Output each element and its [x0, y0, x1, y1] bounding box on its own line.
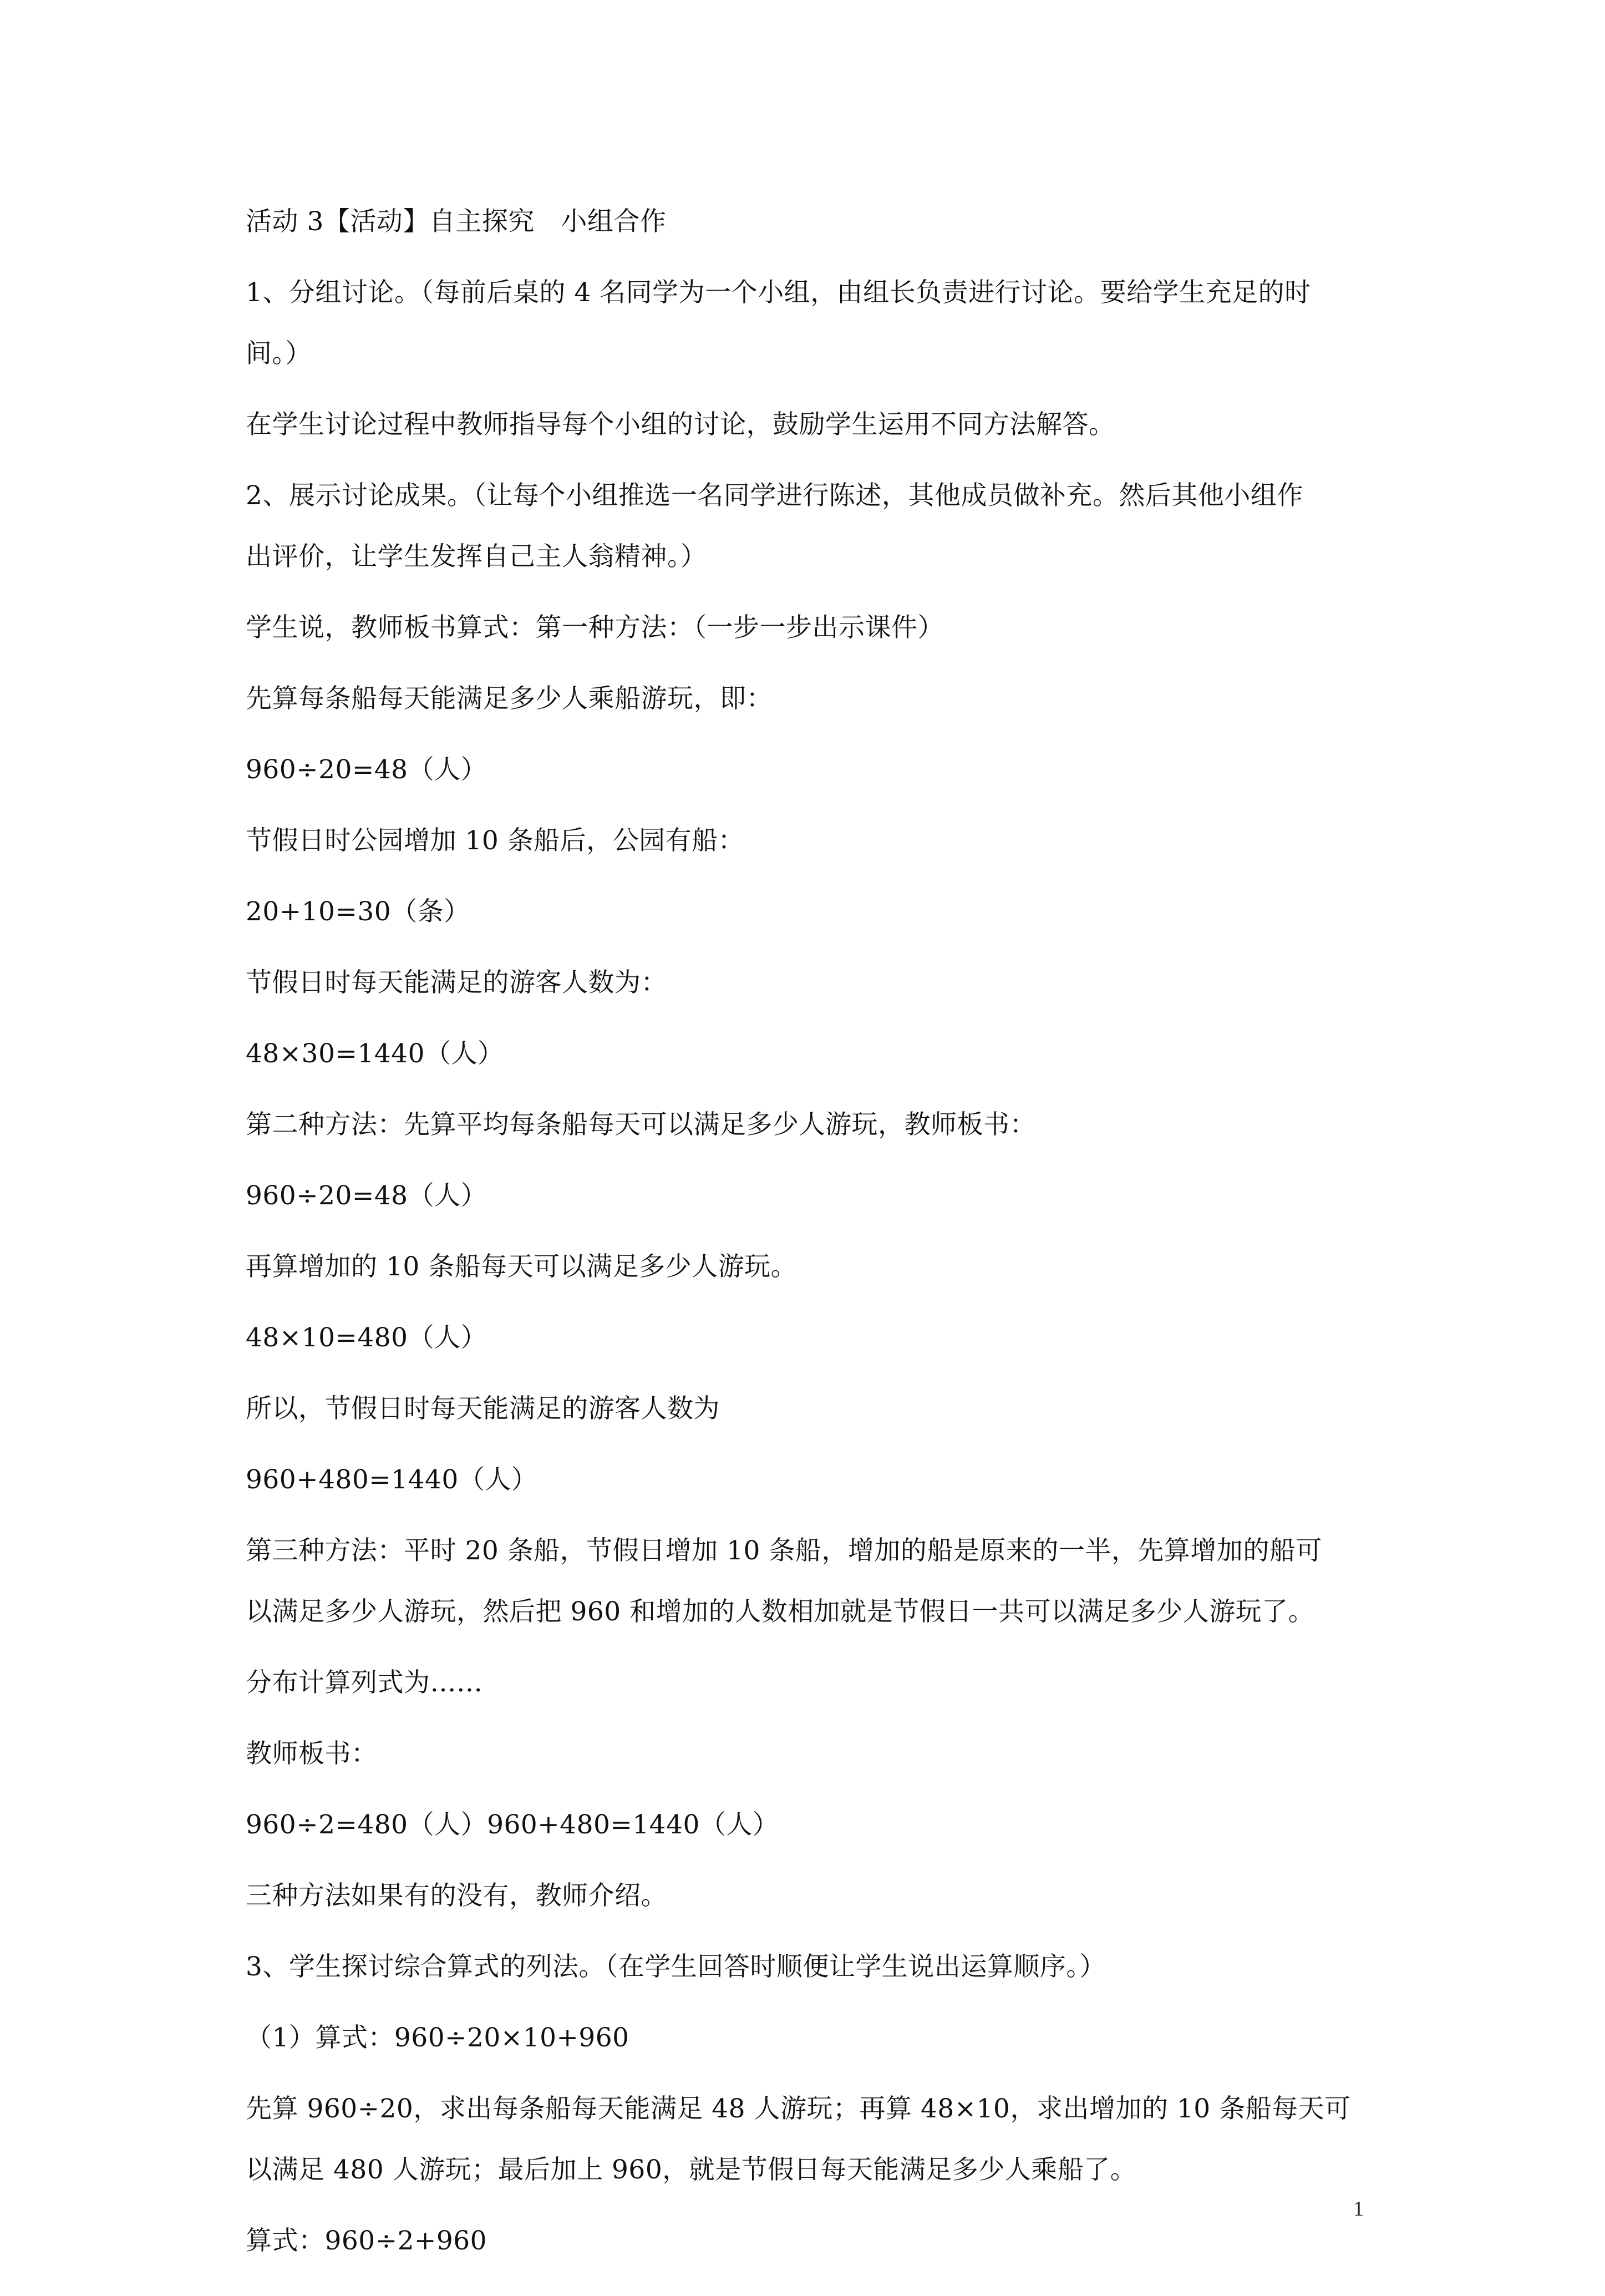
- activity-heading: 活动 3【活动】自主探究 小组合作: [246, 206, 667, 237]
- document-body: [246, 206, 1383, 2296]
- paragraph-line: 在学生讨论过程中教师指导每个小组的讨论，鼓励学生运用不同方法解答。: [246, 409, 1115, 440]
- formula-line: 960+480=1440（人）: [246, 1464, 538, 1495]
- paragraph-line: 节假日时公园增加 10 条船后，公园有船：: [246, 825, 745, 856]
- paragraph-line: 出评价，让学生发挥自己主人翁精神。）: [246, 541, 707, 572]
- paragraph-line: 再算增加的 10 条船每天可以满足多少人游玩。: [246, 1251, 798, 1282]
- formula-line: 48×10=480（人）: [246, 1322, 487, 1353]
- formula-line: 算式：960÷2+960: [246, 2226, 487, 2256]
- paragraph-line: 第二种方法：先算平均每条船每天可以满足多少人游玩，教师板书：: [246, 1109, 1036, 1140]
- formula-line: （1）算式：960÷20×10+960: [246, 2023, 629, 2053]
- formula-line: 960÷20=48（人）: [246, 754, 487, 785]
- paragraph-line: 3、学生探讨综合算式的列法。（在学生回答时顺便让学生说出运算顺序。）: [246, 1952, 1106, 1982]
- paragraph-line: 1、分组讨论。（每前后桌的 4 名同学为一个小组，由组长负责进行讨论。要给学生充足的时: [246, 277, 1311, 308]
- paragraph-line: 第三种方法：平时 20 条船，节假日增加 10 条船，增加的船是原来的一半，先算增加的船可: [246, 1535, 1322, 1566]
- formula-line: 960÷2=480（人）960+480=1440（人）: [246, 1810, 779, 1840]
- formula-line: 960÷20=48（人）: [246, 1180, 487, 1211]
- paragraph-line: 间。）: [246, 338, 312, 369]
- paragraph-line: 先算 960÷20，求出每条船每天能满足 48 人游玩；再算 48×10，求出增加的 10 条船每天可: [246, 2094, 1351, 2124]
- paragraph-line: 所以，节假日时每天能满足的游客人数为: [246, 1393, 720, 1424]
- paragraph-line: 2、展示讨论成果。（让每个小组推选一名同学进行陈述，其他成员做补充。然后其他小组作: [246, 480, 1303, 511]
- paragraph-line: 学生说，教师板书算式：第一种方法：（一步一步出示课件）: [246, 612, 944, 643]
- paragraph-line: 节假日时每天能满足的游客人数为：: [246, 967, 667, 998]
- formula-line: 20+10=30（条）: [246, 896, 470, 927]
- paragraph-line: 分布计算列式为……: [246, 1667, 483, 1698]
- formula-line: 48×30=1440（人）: [246, 1038, 504, 1069]
- paragraph-line: 以满足多少人游玩，然后把 960 和增加的人数相加就是节假日一共可以满足多少人游玩了。: [246, 1596, 1315, 1627]
- paragraph-line: 三种方法如果有的没有，教师介绍。: [246, 1881, 667, 1911]
- paragraph-line: 以满足 480 人游玩；最后加上 960，就是节假日每天能满足多少人乘船了。: [246, 2155, 1137, 2185]
- paragraph-line: 教师板书：: [246, 1739, 378, 1769]
- page-number: 1: [1353, 2197, 1364, 2221]
- paragraph-line: 先算每条船每天能满足多少人乘船游玩，即：: [246, 683, 773, 714]
